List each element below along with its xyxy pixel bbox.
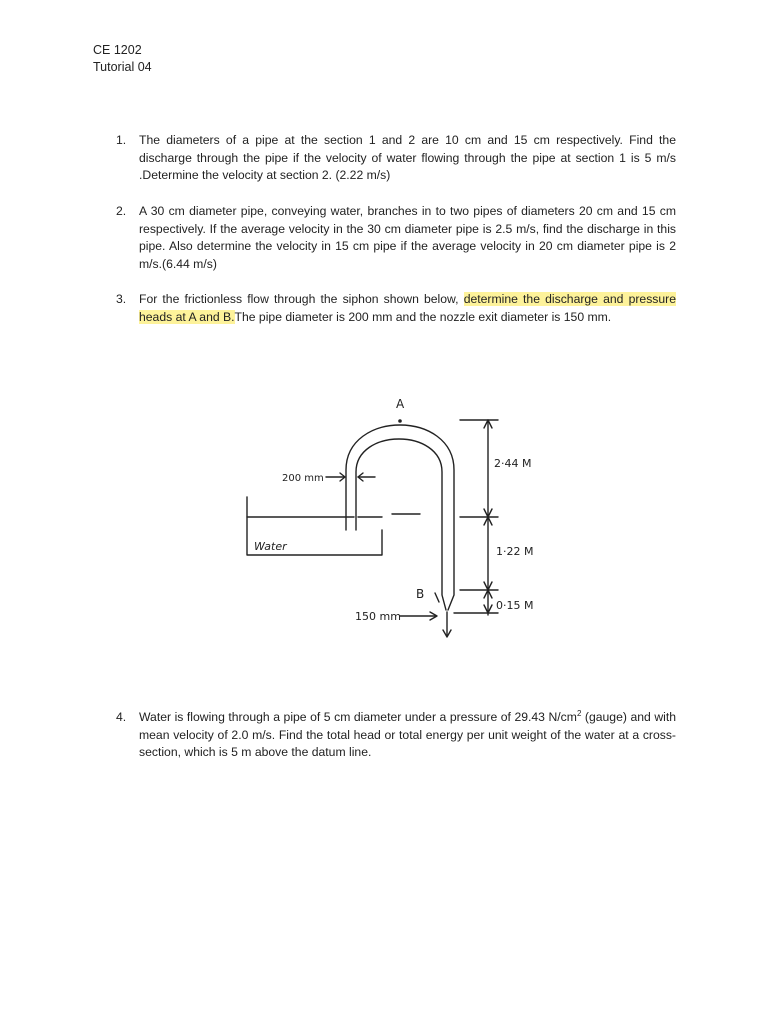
question-number: 3.: [116, 292, 127, 306]
label-a: A: [396, 397, 405, 411]
question-text: [139, 291, 676, 326]
question-text: [139, 709, 676, 762]
pipe-inner-wall: [356, 439, 446, 610]
document-header: [93, 42, 152, 76]
question-number: 1.: [116, 133, 127, 147]
siphon-drawing: [230, 390, 560, 640]
question-number: 2.: [116, 204, 127, 218]
highlighted-text: determine the discharge and pressure heads at A and B.: [139, 292, 676, 324]
question-4: [116, 709, 676, 762]
label-b: B: [416, 587, 425, 601]
question-number: 4.: [116, 710, 127, 724]
question-text-part: For the frictionless flow through the siphon shown below,: [139, 292, 464, 306]
pipe-diameter-label: 200 mm: [282, 473, 324, 484]
question-text-part: Water is flowing through a pipe of 5 cm diameter under a pressure of 29.43 N/cm: [139, 710, 577, 724]
superscript: 2: [576, 708, 582, 718]
tutorial-title: Tutorial 04: [93, 60, 152, 74]
question-1: [116, 132, 676, 185]
question-3: [116, 291, 676, 326]
dimension-label-middle: 1·22 M: [496, 545, 534, 558]
siphon-diagram: [230, 390, 560, 640]
question-text: The diameters of a pipe at the section 1 and 2 are 10 cm and 15 cm respectively. Find the discharge through the pipe if the velocity of water flowing through the pipe at section 1 is 5 m/s .Determine the velocity at section 2. (2.22 m/s): [139, 133, 676, 183]
tank-label: Water: [254, 540, 287, 553]
dimension-label-top: 2·44 M: [494, 457, 532, 470]
course-code: CE 1202: [93, 43, 142, 57]
question-text-part: (gauge) and with mean velocity of 2.0 m/s. Find the total head or total energy per unit weight of the water at a cross-section, which is 5 m above the datum line.: [139, 710, 676, 760]
point-a-marker: [398, 419, 402, 423]
nozzle-diameter-label: 150 mm: [355, 610, 401, 623]
question-2: [116, 203, 676, 273]
question-text: A 30 cm diameter pipe, conveying water, branches in to two pipes of diameters 20 cm and 15 cm respectively. If the average velocity in the 30 cm diameter pipe is 2.5 m/s, find the discharge in this pipe. Also determine the velocity in 15 cm pipe if the average velocity in 20 cm diameter pipe is 2 m/s.(6.44 m/s): [139, 204, 676, 271]
dimension-label-bottom: 0·15 M: [496, 599, 534, 612]
question-text-part: The pipe diameter is 200 mm and the nozzle exit diameter is 150 mm.: [234, 309, 612, 324]
